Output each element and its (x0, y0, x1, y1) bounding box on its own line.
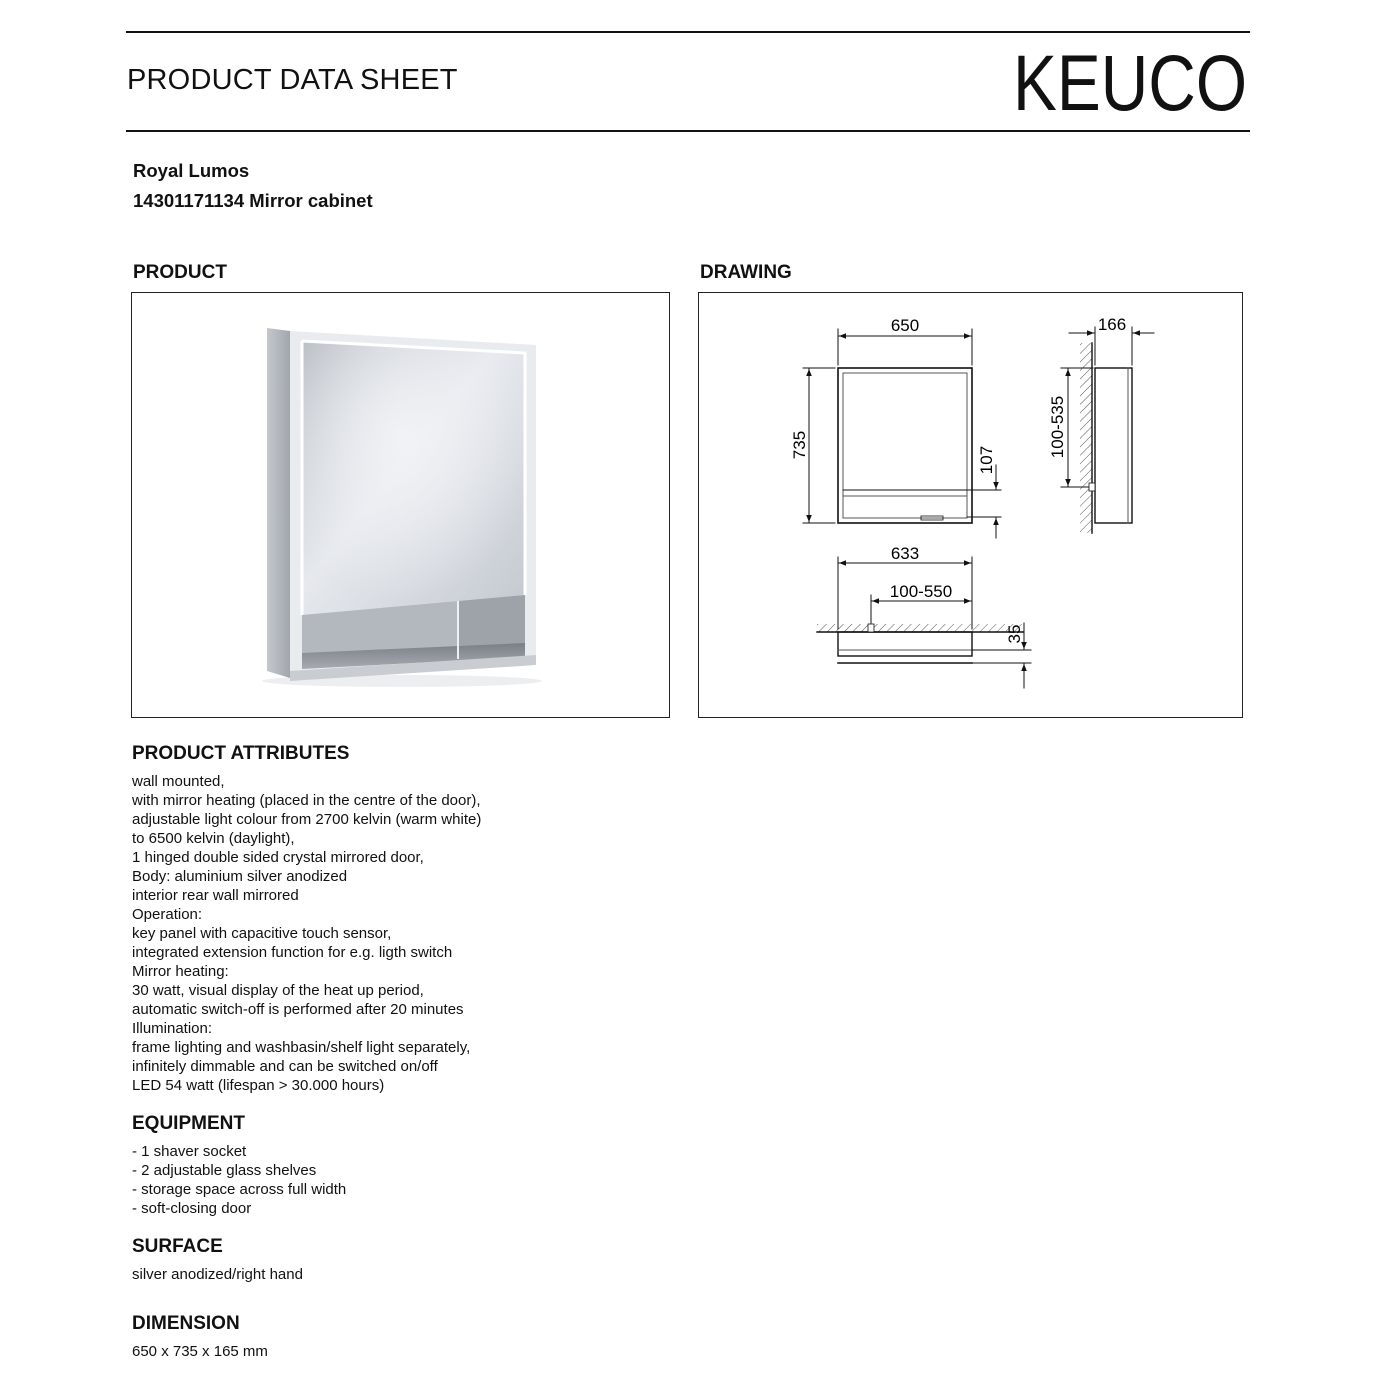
list-item: automatic switch-off is performed after 20 minutes (132, 1001, 464, 1018)
list-item: key panel with capacitive touch sensor, (132, 925, 392, 942)
list-item: - storage space across full width (132, 1181, 347, 1198)
product-image-panel (131, 292, 670, 718)
dimension-heading: DIMENSION (132, 1313, 240, 1334)
dim-recess: 35 (1005, 624, 1024, 644)
list-item: 30 watt, visual display of the heat up period, (132, 982, 424, 999)
list-item: with mirror heating (placed in the centre of the door), (132, 792, 481, 809)
side-view (1048, 315, 1154, 533)
dim-width: 650 (890, 316, 920, 335)
list-item: frame lighting and washbasin/shelf light separately, (132, 1039, 471, 1056)
top-view (817, 544, 1031, 688)
list-item: LED 54 watt (lifespan > 30.000 hours) (132, 1077, 385, 1094)
attributes-list (132, 772, 481, 1095)
list-item: adjustable light colour from 2700 kelvin (warm white) (132, 811, 482, 828)
product-heading: PRODUCT (133, 262, 227, 283)
list-item: Mirror heating: (132, 963, 229, 980)
header-rule (126, 130, 1250, 132)
surface-value: silver anodized/right hand (132, 1266, 303, 1283)
equipment-heading: EQUIPMENT (132, 1113, 245, 1134)
list-item: Operation: (132, 906, 203, 923)
equipment-list (132, 1142, 346, 1218)
page-title: PRODUCT DATA SHEET (127, 64, 458, 96)
top-rule (126, 31, 1250, 33)
dim-socket-height: 107 (977, 445, 996, 475)
list-item: integrated extension function for e.g. ligth switch (132, 944, 453, 961)
surface-heading: SURFACE (132, 1236, 223, 1257)
dim-depth: 166 (1097, 315, 1127, 334)
front-view (790, 316, 1001, 538)
list-item: to 6500 kelvin (daylight), (132, 830, 295, 847)
dim-height: 735 (790, 430, 809, 460)
list-item: wall mounted, (132, 773, 225, 790)
product-name: Royal Lumos (133, 160, 250, 181)
list-item: - 2 adjustable glass shelves (132, 1162, 317, 1179)
list-item: interior rear wall mirrored (132, 887, 299, 904)
list-item: Body: aluminium silver anodized (132, 868, 348, 885)
attributes-heading: PRODUCT ATTRIBUTES (132, 743, 350, 764)
drawing-heading: DRAWING (700, 262, 792, 283)
list-item: 1 hinged double sided crystal mirrored door, (132, 849, 424, 866)
keuco-logo (1013, 38, 1247, 127)
svg-text:KEUCO: KEUCO (1013, 38, 1247, 127)
list-item: infinitely dimmable and can be switched on/off (132, 1058, 438, 1075)
product-code-line: 14301171134 Mirror cabinet (133, 190, 373, 211)
list-item: - soft-closing door (132, 1200, 252, 1217)
list-item: - 1 shaver socket (132, 1143, 247, 1160)
dimension-drawing (699, 293, 1242, 717)
dim-range-horizontal: 100-550 (889, 582, 953, 601)
mirror-cabinet-image (132, 293, 669, 717)
dim-inner-width: 633 (890, 544, 920, 563)
technical-drawing-panel (698, 292, 1243, 718)
list-item: Illumination: (132, 1020, 213, 1037)
dimension-value: 650 x 735 x 165 mm (132, 1343, 268, 1360)
dim-range-vertical: 100-535 (1048, 395, 1067, 459)
